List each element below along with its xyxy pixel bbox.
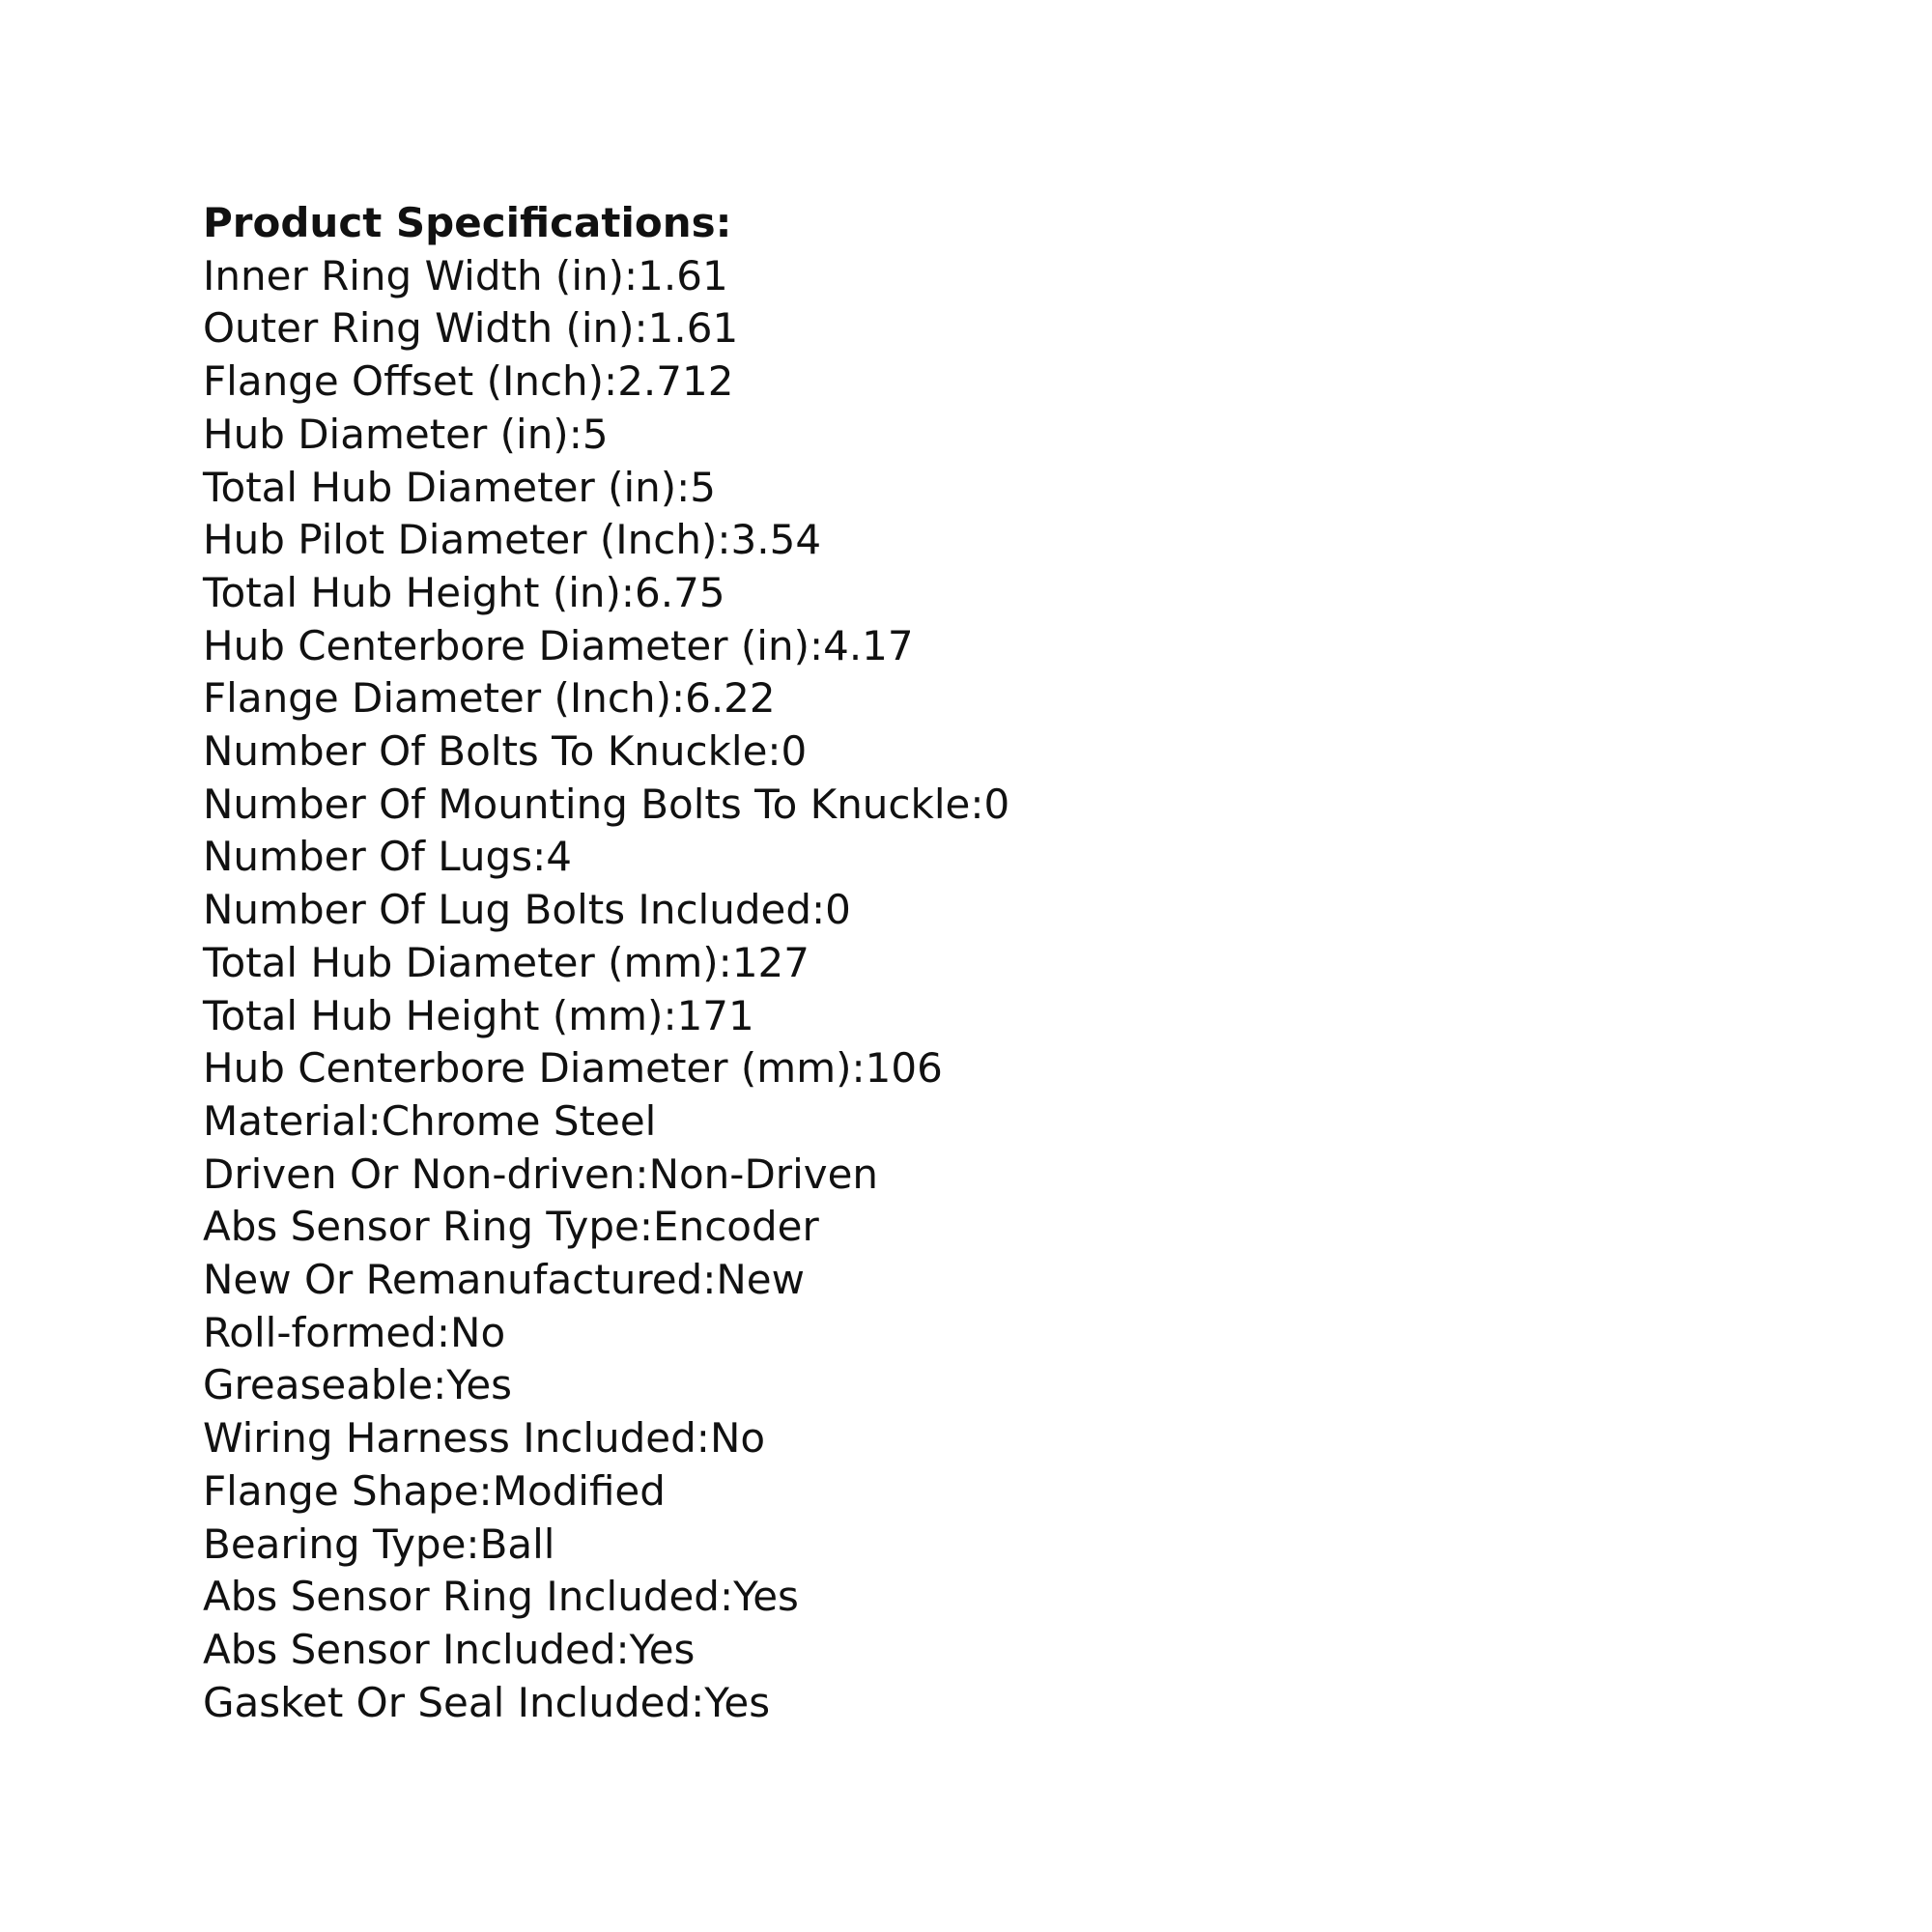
spec-item: Flange Offset (Inch):2.712 — [203, 357, 734, 406]
spec-item: Hub Centerbore Diameter (in):4.17 — [203, 621, 914, 669]
spec-item: Flange Diameter (Inch):6.22 — [203, 674, 776, 723]
spec-item: Number Of Lugs:4 — [203, 833, 572, 881]
spec-item: Abs Sensor Ring Type:Encoder — [203, 1203, 819, 1251]
spec-item: Bearing Type:Ball — [203, 1520, 555, 1568]
spec-item: Wiring Harness Included:No — [203, 1414, 766, 1463]
spec-item: Outer Ring Width (in):1.61 — [203, 304, 739, 353]
spec-item: Total Hub Height (in):6.75 — [203, 568, 725, 616]
spec-item: Number Of Bolts To Knuckle:0 — [203, 727, 808, 776]
spec-list — [203, 250, 1845, 1730]
spec-item: Total Hub Height (mm):171 — [203, 991, 754, 1039]
spec-item: Roll-formed:No — [203, 1308, 506, 1356]
spec-item: Abs Sensor Included:Yes — [203, 1625, 696, 1673]
spec-item: Gasket Or Seal Included:Yes — [203, 1678, 771, 1726]
specifications-title: Product Specifications: — [203, 199, 732, 246]
spec-item: Flange Shape:Modified — [203, 1466, 666, 1515]
spec-item: New Or Remanufactured:New — [203, 1256, 805, 1304]
spec-item: Total Hub Diameter (mm):127 — [203, 938, 810, 986]
spec-item: Hub Centerbore Diameter (mm):106 — [203, 1044, 943, 1093]
product-specifications — [203, 197, 1845, 1729]
spec-item: Greaseable:Yes — [203, 1361, 513, 1409]
spec-item: Driven Or Non-driven:Non-Driven — [203, 1150, 879, 1198]
spec-item: Inner Ring Width (in):1.61 — [203, 251, 728, 299]
spec-item: Number Of Mounting Bolts To Knuckle:0 — [203, 780, 1010, 828]
spec-item: Abs Sensor Ring Included:Yes — [203, 1573, 799, 1621]
spec-item: Hub Diameter (in):5 — [203, 410, 609, 458]
spec-item: Hub Pilot Diameter (Inch):3.54 — [203, 516, 822, 564]
spec-item: Material:Chrome Steel — [203, 1096, 657, 1145]
spec-item: Number Of Lug Bolts Included:0 — [203, 886, 851, 934]
spec-item: Total Hub Diameter (in):5 — [203, 463, 717, 511]
